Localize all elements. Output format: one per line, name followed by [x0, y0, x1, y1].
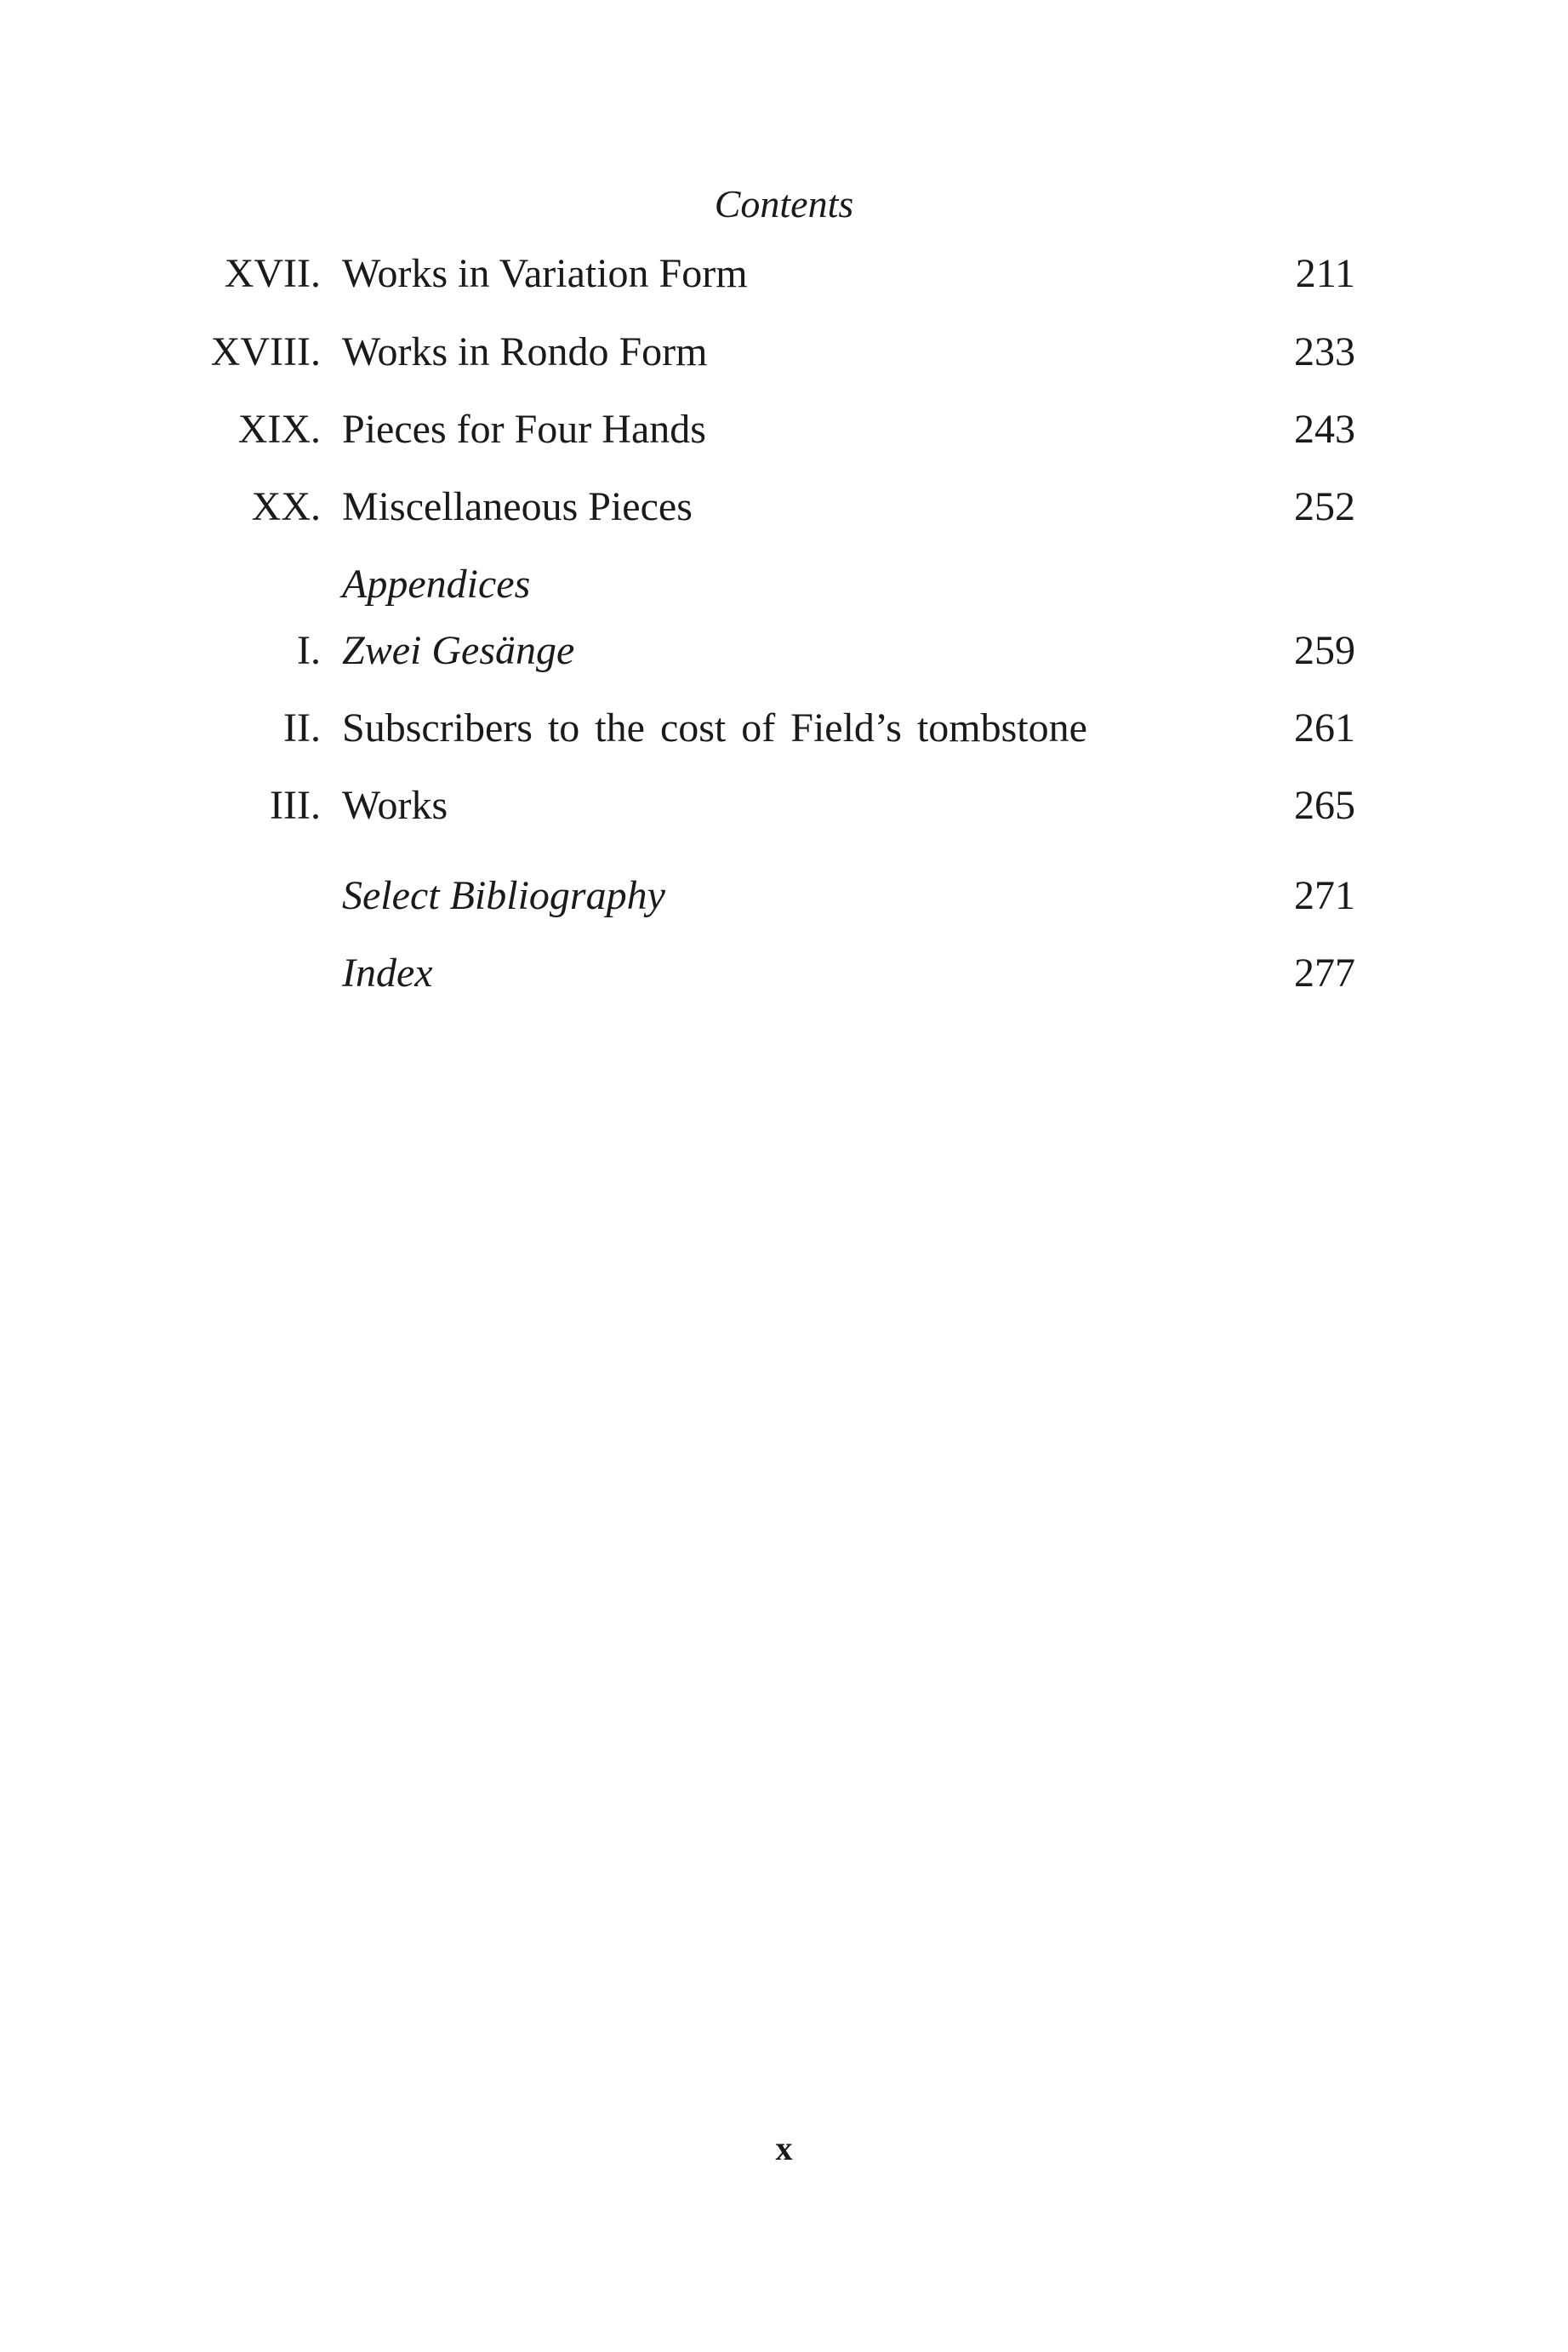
toc-entry-chapter-xviii: [0, 325, 1568, 380]
page-number: 211: [1295, 251, 1355, 296]
page-number: 243: [1294, 407, 1355, 452]
back-matter-title: Index: [342, 951, 433, 996]
appendix-title: Works: [342, 783, 448, 828]
appendix-number: III.: [270, 783, 321, 828]
page-number: 277: [1294, 951, 1355, 996]
page-number: 265: [1294, 783, 1355, 828]
toc-entry-chapter-xx: [0, 480, 1568, 534]
toc-entry-appendix-ii: [0, 701, 1568, 756]
appendix-number: I.: [297, 628, 321, 673]
page-number: 259: [1294, 628, 1355, 673]
appendix-title: Zwei Gesänge: [342, 628, 575, 673]
page-number: 252: [1294, 484, 1355, 529]
chapter-number: XVIII.: [210, 329, 321, 374]
page-number: 233: [1294, 329, 1355, 374]
folio: x: [775, 2129, 793, 2167]
appendices-heading-row: [0, 557, 1568, 612]
chapter-title: Pieces for Four Hands: [342, 407, 706, 452]
page-number: 261: [1294, 705, 1355, 751]
chapter-title: Works in Rondo Form: [342, 329, 708, 374]
back-matter-title: Select Bibliography: [342, 873, 665, 918]
chapter-title: Works in Variation Form: [342, 251, 748, 296]
chapter-number: XIX.: [237, 407, 321, 452]
toc-entry-chapter-xix: [0, 402, 1568, 457]
page-number: 271: [1294, 873, 1355, 918]
chapter-number: XX.: [251, 484, 321, 529]
toc-entry-chapter-xvii: [0, 247, 1568, 301]
running-head: Contents: [714, 182, 854, 225]
appendix-title: Subscribers to the cost of Field’s tombstone: [342, 705, 1087, 751]
appendix-number: II.: [283, 705, 321, 751]
toc-entry-appendix-iii: [0, 779, 1568, 833]
toc-entry-appendix-i: [0, 624, 1568, 678]
chapter-title: Miscellaneous Pieces: [342, 484, 693, 529]
appendices-heading: Appendices: [342, 562, 531, 607]
toc-entry-index: [0, 946, 1568, 1001]
chapter-number: XVII.: [224, 251, 321, 296]
toc-entry-select-bibliography: [0, 869, 1568, 923]
